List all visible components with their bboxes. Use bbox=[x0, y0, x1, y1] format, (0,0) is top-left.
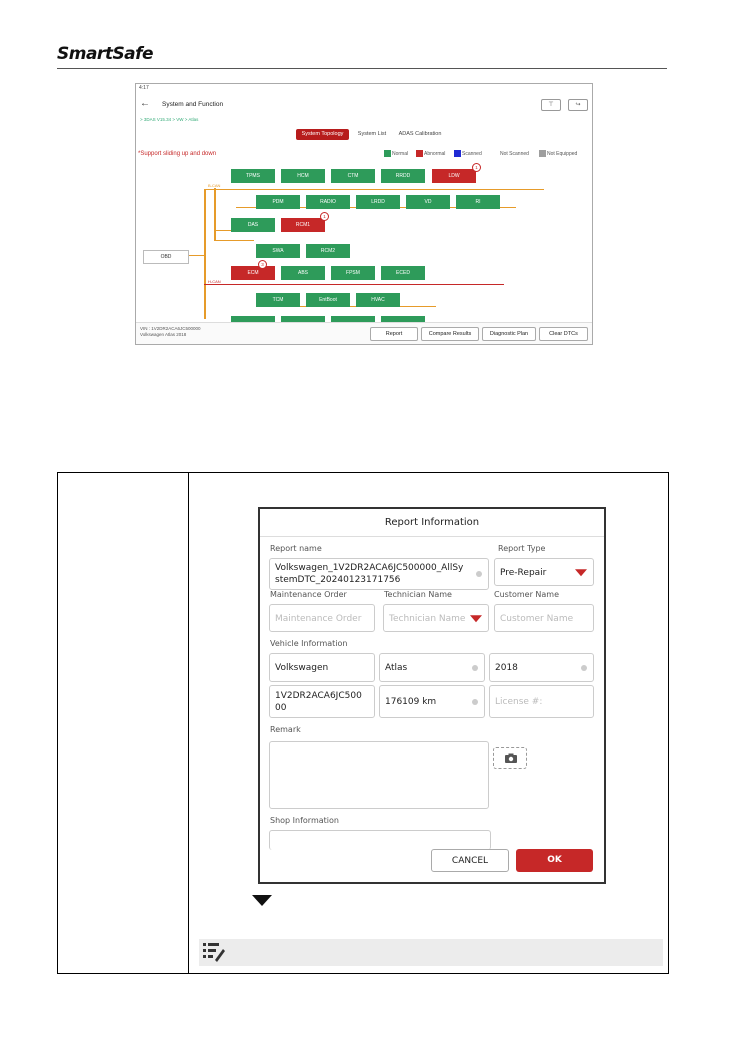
badge-ldw: 1 bbox=[472, 163, 481, 172]
node-eced[interactable]: ECED bbox=[381, 266, 425, 280]
shop-information-field[interactable] bbox=[269, 830, 491, 850]
maintenance-order-label: Maintenance Order bbox=[270, 590, 347, 599]
node-hvac[interactable]: HVAC bbox=[356, 293, 400, 307]
legend-not-equipped: Not Equipped bbox=[539, 150, 577, 157]
report-type-value: Pre-Repair bbox=[500, 568, 547, 578]
report-name-field[interactable] bbox=[269, 558, 489, 590]
tab-system-topology[interactable]: System Topology bbox=[296, 129, 349, 140]
report-button[interactable]: Report bbox=[370, 327, 418, 341]
dropdown-triangle-icon bbox=[252, 895, 272, 906]
node-rcm2[interactable]: RCM2 bbox=[306, 244, 350, 258]
node-radio[interactable]: RADIO bbox=[306, 195, 350, 209]
legend-normal: Normal bbox=[384, 150, 408, 157]
legend-not-scanned: Not Scanned bbox=[492, 150, 529, 157]
title-separator bbox=[260, 536, 604, 537]
status-time: 4:17 bbox=[139, 85, 149, 91]
report-type-select[interactable] bbox=[494, 558, 594, 586]
technician-name-select[interactable]: Technician Name bbox=[383, 604, 489, 632]
topology-screenshot bbox=[135, 83, 593, 345]
breadcrumb: > 3DAS V15.34 > VW > Atlas bbox=[140, 117, 199, 122]
clear-icon[interactable] bbox=[472, 665, 478, 671]
vin-line1: 1V2DR2ACA6JC500 bbox=[275, 691, 362, 701]
vin-field[interactable] bbox=[269, 685, 375, 718]
remark-textarea[interactable] bbox=[269, 741, 489, 809]
report-type-label: Report Type bbox=[498, 544, 546, 553]
clear-icon[interactable] bbox=[476, 571, 482, 577]
tab-system-list[interactable]: System List bbox=[357, 131, 387, 137]
add-photo-button[interactable] bbox=[493, 747, 527, 769]
node-entboot[interactable]: EntBoot bbox=[306, 293, 350, 307]
technician-name-label: Technician Name bbox=[384, 590, 452, 599]
note-icon bbox=[202, 941, 226, 968]
node-vd[interactable]: VD bbox=[406, 195, 450, 209]
node-ctm[interactable]: CTM bbox=[331, 169, 375, 183]
clear-icon[interactable] bbox=[472, 699, 478, 705]
node-rrdd[interactable]: RRDD bbox=[381, 169, 425, 183]
legend-abnormal: Abnormal bbox=[416, 150, 445, 157]
node-das[interactable]: DAS bbox=[231, 218, 275, 232]
report-name-line1: Volkswagen_1V2DR2ACA6JC500000_AllSy bbox=[275, 563, 464, 573]
node-rcm1[interactable]: RCM1 bbox=[281, 218, 325, 232]
node-ldw[interactable]: LDW bbox=[432, 169, 476, 183]
status-bar bbox=[136, 84, 592, 91]
badge-rcm1: 1 bbox=[320, 212, 329, 221]
vehicle-information-label: Vehicle Information bbox=[270, 639, 348, 648]
shop-information-label: Shop Information bbox=[270, 816, 339, 825]
clear-icon[interactable] bbox=[581, 665, 587, 671]
report-name-label: Report name bbox=[270, 544, 322, 553]
clear-dtcs-button[interactable]: Clear DTCs bbox=[539, 327, 588, 341]
vehicle-model-field[interactable]: Atlas bbox=[379, 653, 485, 682]
node-fpsm[interactable]: FPSM bbox=[331, 266, 375, 280]
vehicle-make-field[interactable]: Volkswagen bbox=[269, 653, 375, 682]
node-ri[interactable]: RI bbox=[456, 195, 500, 209]
compare-results-button[interactable]: Compare Results bbox=[421, 327, 479, 341]
node-ecm[interactable]: ECM bbox=[231, 266, 275, 280]
vehicle-year-field[interactable]: 2018 bbox=[489, 653, 594, 682]
dropdown-arrow-icon[interactable] bbox=[470, 615, 482, 622]
ok-button[interactable]: OK bbox=[516, 849, 593, 872]
mileage-field[interactable]: 176109 km bbox=[379, 685, 485, 718]
report-information-dialog bbox=[258, 507, 606, 884]
maintenance-order-field[interactable]: Maintenance Order bbox=[269, 604, 375, 632]
export-icon[interactable]: ⊤ bbox=[541, 99, 561, 111]
node-pdm[interactable]: PDM bbox=[256, 195, 300, 209]
report-name-line2: stemDTC_20240123171756 bbox=[275, 575, 401, 585]
node-tcm[interactable]: TCM bbox=[256, 293, 300, 307]
camera-icon bbox=[505, 753, 517, 763]
node-lrdd[interactable]: LRDD bbox=[356, 195, 400, 209]
dropdown-arrow-icon[interactable] bbox=[575, 569, 587, 576]
remark-label: Remark bbox=[270, 725, 301, 734]
node-tpms[interactable]: TPMS bbox=[231, 169, 275, 183]
node-swa[interactable]: SWA bbox=[256, 244, 300, 258]
cancel-button[interactable]: CANCEL bbox=[431, 849, 509, 872]
node-hcm[interactable]: HCM bbox=[281, 169, 325, 183]
license-field[interactable]: License #: bbox=[489, 685, 594, 718]
diagnostic-plan-button[interactable]: Diagnostic Plan bbox=[482, 327, 536, 341]
sliding-hint: *Support sliding up and down bbox=[138, 151, 217, 157]
note-bar bbox=[199, 939, 663, 966]
badge-ecm: 3 bbox=[258, 260, 267, 269]
legend-scanned: Scanned bbox=[454, 150, 482, 157]
tab-adas-calibration[interactable]: ADAS Calibration bbox=[398, 131, 442, 137]
vin-line2: 00 bbox=[275, 703, 287, 713]
dialog-title: Report Information bbox=[384, 517, 480, 528]
table-divider bbox=[188, 472, 189, 973]
header-rule bbox=[57, 68, 667, 69]
node-abs[interactable]: ABS bbox=[281, 266, 325, 280]
brand-logo: SmartSafe bbox=[57, 44, 154, 64]
vehicle-text: Volkswagen Atlas 2018 bbox=[140, 332, 187, 337]
back-arrow-icon[interactable]: ← bbox=[140, 98, 150, 109]
customer-name-label: Customer Name bbox=[494, 590, 560, 599]
bus-label-can1: B-CAN bbox=[208, 183, 221, 188]
vin-text: VIN : 1V2DR2ACA6JC500000 bbox=[140, 326, 201, 331]
obd-node[interactable]: OBD bbox=[143, 250, 189, 264]
customer-name-field[interactable]: Customer Name bbox=[494, 604, 594, 632]
screen-title: System and Function bbox=[162, 101, 224, 108]
exit-icon[interactable]: ↪ bbox=[568, 99, 588, 111]
bus-label-can2: H-CAN bbox=[208, 279, 221, 284]
